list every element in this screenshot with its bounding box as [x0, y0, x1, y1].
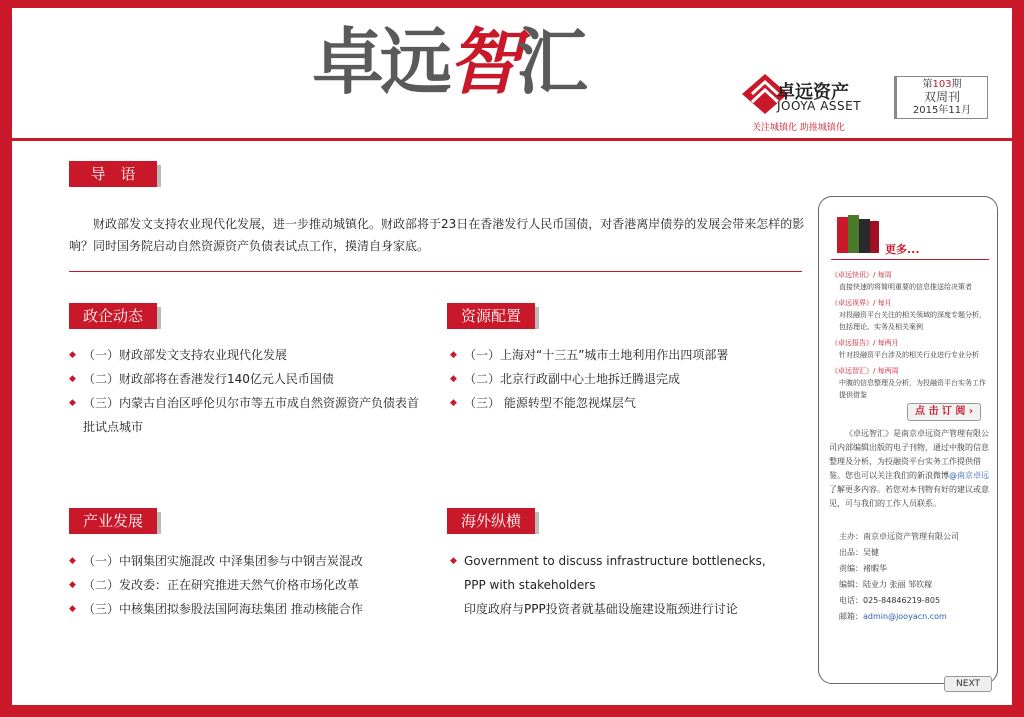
list-item[interactable] — [450, 343, 790, 367]
credit-value: 南京卓远资产管理有限公司 — [863, 532, 959, 541]
sidebar-item — [831, 269, 991, 293]
credit-key: 主办： — [839, 532, 863, 541]
sidebar — [818, 196, 998, 684]
page — [12, 8, 1012, 705]
list-item[interactable] — [450, 391, 790, 415]
list-item-text: （二）北京行政副中心土地拆迁腾退完成 — [464, 372, 681, 386]
credit-value: 陆业力 张丽 邹钦稼 — [863, 580, 933, 589]
credit-value: 025-84846219-805 — [863, 596, 941, 605]
list-item-text: （一）上海对“十三五”城市土地利用作出四项部署 — [464, 348, 729, 362]
issue-suffix: 期 — [951, 79, 962, 90]
ovs-list — [450, 549, 790, 621]
masthead-part3: 汇 — [516, 20, 585, 104]
brand-name-en: JOOYA ASSET — [777, 99, 862, 113]
list-item[interactable] — [69, 573, 429, 597]
header-rule — [12, 138, 1012, 141]
list-item[interactable] — [69, 367, 429, 391]
sidebar-item-title: 《卓远视界》/ 每月 — [831, 299, 892, 307]
sidebar-item-desc: 针对投融资平台涉及的相关行业进行专业分析 — [839, 351, 979, 359]
subscribe-label: 点 击 订 阅 — [914, 406, 966, 417]
email-link[interactable]: admin@jooyacn.com — [863, 612, 947, 621]
sidebar-item-desc: 中腹的信息整理及分析，为投融资平台实务工作提供借鉴 — [839, 379, 986, 399]
list-item[interactable] — [69, 391, 429, 439]
credit-key: 责编： — [839, 564, 863, 573]
masthead-title — [312, 19, 585, 104]
credit-value: 褚暇华 — [863, 564, 887, 573]
list-item[interactable] — [450, 549, 790, 621]
list-item-text: （三）中核集团拟参股法国阿海珐集团 推动核能合作 — [83, 602, 363, 616]
books-icon — [833, 211, 883, 255]
sidebar-item — [831, 337, 991, 361]
credit-value: 吴健 — [863, 548, 879, 557]
sidebar-item-title: 《卓远智汇》/ 每两周 — [831, 367, 899, 375]
bullet-icon: ◆ — [450, 398, 457, 408]
section-title-res: 资源配置 — [447, 303, 535, 329]
list-item-text: （一）财政部发文支持农业现代化发展 — [83, 348, 288, 362]
credit-row — [839, 529, 959, 545]
masthead-part2: 智 — [448, 19, 517, 104]
issue-box — [894, 76, 988, 119]
intro-text: 财政部发文支持农业现代化发展，进一步推动城镇化。财政部将于23日在香港发行人民币国债，对香港离岸债券的发展会带来怎样的影响？同时国务院启动自然资源资产负债表试点工作，摸清自身家底。 — [69, 217, 805, 253]
sidebar-item-title: 《卓远快讯》/ 每周 — [831, 271, 892, 279]
weibo-link[interactable]: @南京卓远 — [949, 471, 989, 480]
list-item[interactable] — [69, 549, 429, 573]
next-button[interactable]: NEXT — [944, 676, 992, 692]
bullet-icon: ◆ — [450, 350, 457, 360]
header — [12, 8, 1012, 148]
list-item-text: （一）中钢集团实施混改 中泽集团参与中钢吉炭混改 — [83, 554, 363, 568]
list-item-text: （二）财政部将在香港发行140亿元人民币国债 — [83, 372, 334, 386]
section-title-ovs: 海外纵横 — [447, 508, 535, 534]
list-item[interactable] — [69, 597, 429, 621]
brand-slogan: 关注城镇化 助推城镇化 — [752, 123, 845, 133]
list-item[interactable] — [69, 343, 429, 367]
more-link[interactable]: 更多... — [885, 243, 920, 256]
intro-divider — [69, 271, 802, 272]
bullet-icon: ◆ — [450, 556, 457, 566]
subscribe-button[interactable] — [907, 403, 981, 421]
ind-list — [69, 549, 429, 621]
gov-list — [69, 343, 429, 439]
credit-row — [839, 577, 959, 593]
credit-key: 邮箱： — [839, 612, 863, 621]
list-item-text: （三）内蒙古自治区呼伦贝尔市等五市成自然资源资产负债表首批试点城市 — [83, 396, 420, 434]
issue-prefix: 第 — [922, 79, 933, 90]
sidebar-rule — [831, 259, 989, 260]
bullet-icon: ◆ — [69, 374, 76, 384]
credit-key: 编辑： — [839, 580, 863, 589]
sidebar-item-desc: 直接快速的将简明重要的信息推送给决策者 — [839, 283, 972, 291]
list-item[interactable] — [450, 367, 790, 391]
brand-name-cn: 卓远资产 — [777, 82, 849, 103]
credits — [839, 529, 959, 625]
intro-title: 导 语 — [69, 161, 157, 187]
section-title-gov: 政企动态 — [69, 303, 157, 329]
bullet-icon: ◆ — [69, 580, 76, 590]
issue-num: 103 — [932, 79, 952, 90]
desc-text-a: 《卓远智汇》是南京卓远资产管理有限公司内部编辑出版的电子刊物，通过中腹的信息整理及分析，为投融资平台实务工作提供借鉴。您也可以关注我们的新浪微博 — [829, 429, 989, 480]
bullet-icon: ◆ — [69, 604, 76, 614]
list-item-text-cn: 印度政府与PPP投资者就基础设施建设瓶颈进行讨论 — [464, 602, 738, 616]
issue-date: 2015年11月 — [912, 105, 972, 116]
sidebar-description — [829, 427, 991, 511]
credit-row — [839, 609, 959, 625]
bullet-icon: ◆ — [69, 350, 76, 360]
credit-key: 电话： — [839, 596, 863, 605]
bullet-icon: ◆ — [69, 556, 76, 566]
credit-row — [839, 593, 959, 609]
credit-key: 出品： — [839, 548, 863, 557]
sidebar-item-title: 《卓远报告》/ 每两月 — [831, 339, 899, 347]
sidebar-item-desc: 对投融资平台关注的相关领域的深度专题分析，包括理论、实务及相关案例 — [839, 311, 986, 331]
credit-row — [839, 545, 959, 561]
sidebar-item — [831, 297, 991, 333]
section-title-ind: 产业发展 — [69, 508, 157, 534]
bullet-icon: ◆ — [450, 374, 457, 384]
issue-frequency: 双周刊 — [923, 90, 960, 104]
credit-row — [839, 561, 959, 577]
masthead-part1: 卓远 — [312, 20, 449, 104]
desc-text-b: 了解更多内容。若您对本刊物有好的建议或意见，可与我们的工作人员联系。 — [829, 485, 989, 508]
list-item-text: （三） 能源转型不能忽视煤层气 — [464, 396, 636, 410]
sidebar-item — [831, 365, 991, 401]
res-list — [450, 343, 790, 415]
chevron-right-icon: › — [968, 406, 974, 417]
list-item-text: Government to discuss infrastructure bottlenecks, PPP with stakeholders — [464, 554, 766, 592]
bullet-icon: ◆ — [69, 398, 76, 408]
list-item-text: （二）发改委：正在研究推进天然气价格市场化改革 — [83, 578, 360, 592]
